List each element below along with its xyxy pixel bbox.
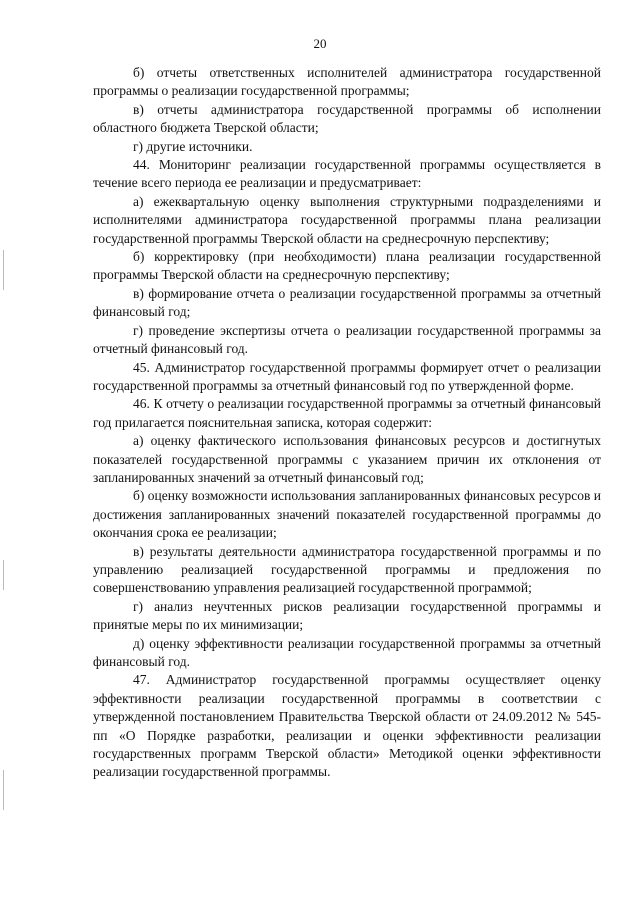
paragraph-44-b: б) корректировку (при необходимости) плана реализации государственной программы Тверской области на среднесрочную перспективу;	[93, 249, 601, 283]
paragraph-46-v: в) результаты деятельности администратора государственной программы и по управлению реализацией государственной программы и предложения по совершенствованию управления реализацией государственной программой;	[93, 543, 601, 596]
paragraph-46-a: а) оценку фактического использования финансовых ресурсов и достигнутых показателей государственной программы с указанием причин их отклонения от запланированных значений за отчетный финансовый год;	[93, 433, 601, 485]
scan-edge-mark	[3, 560, 4, 590]
paragraph-44-monitoring: 44. Мониторинг реализации государственной программы осуществляется в течение всего периода ее реализации и предусматривает:	[93, 157, 601, 191]
paragraph-44-a: а) ежеквартальную оценку выполнения структурными подразделениями и исполнителями администратора государственной программы плана реализации государственной программы Тверской области на среднесрочную перспективу;	[93, 193, 601, 246]
paragraph-g-other-sources: г) другие источники.	[133, 138, 253, 154]
scan-edge-mark	[3, 250, 4, 290]
paragraph-46-g: г) анализ неучтенных рисков реализации государственной программы и принятые меры по их минимизации;	[93, 598, 601, 633]
paragraph-b-reports-executors: б) отчеты ответственных исполнителей администратора государственной программы о реализации государственной программы;	[93, 65, 601, 99]
page-number: 20	[313, 36, 327, 51]
paragraph-v-reports-budget: в) отчеты администратора государственной программы об исполнении областного бюджета Тверской области;	[93, 101, 601, 136]
paragraph-46: 46. К отчету о реализации государственной программы за отчетный финансовый год прилагается пояснительная записка, которая содержит:	[93, 396, 601, 430]
paragraph-45: 45. Администратор государственной программы формирует отчет о реализации государственной программы за отчетный финансовый год по утвержденной форме.	[93, 359, 601, 393]
paragraph-44-g: г) проведение экспертизы отчета о реализации государственной программы за отчетный финансовый год.	[93, 322, 601, 357]
paragraph-47: 47. Администратор государственной программы осуществляет оценку эффективности реализации государственной программы в соответствии с утвержденной постановлением Правительства Тверской области от 24.09.2012 № 545-пп «О Порядке разработки, реализации и оценки эффективности реализации государственных программ Тверской области» Методикой оценки эффективности реализации государственной программы.	[93, 672, 601, 780]
scan-edge-mark	[3, 770, 4, 810]
paragraph-46-d: д) оценку эффективности реализации государственной программы за отчетный финансовый год.	[93, 635, 601, 669]
paragraph-44-v: в) формирование отчета о реализации государственной программы за отчетный финансовый год;	[93, 285, 601, 320]
paragraph-46-b: б) оценку возможности использования запланированных финансовых ресурсов и достижения запланированных значений показателей государственной программы до окончания срока ее реализации;	[93, 488, 601, 541]
document-body	[93, 64, 601, 782]
